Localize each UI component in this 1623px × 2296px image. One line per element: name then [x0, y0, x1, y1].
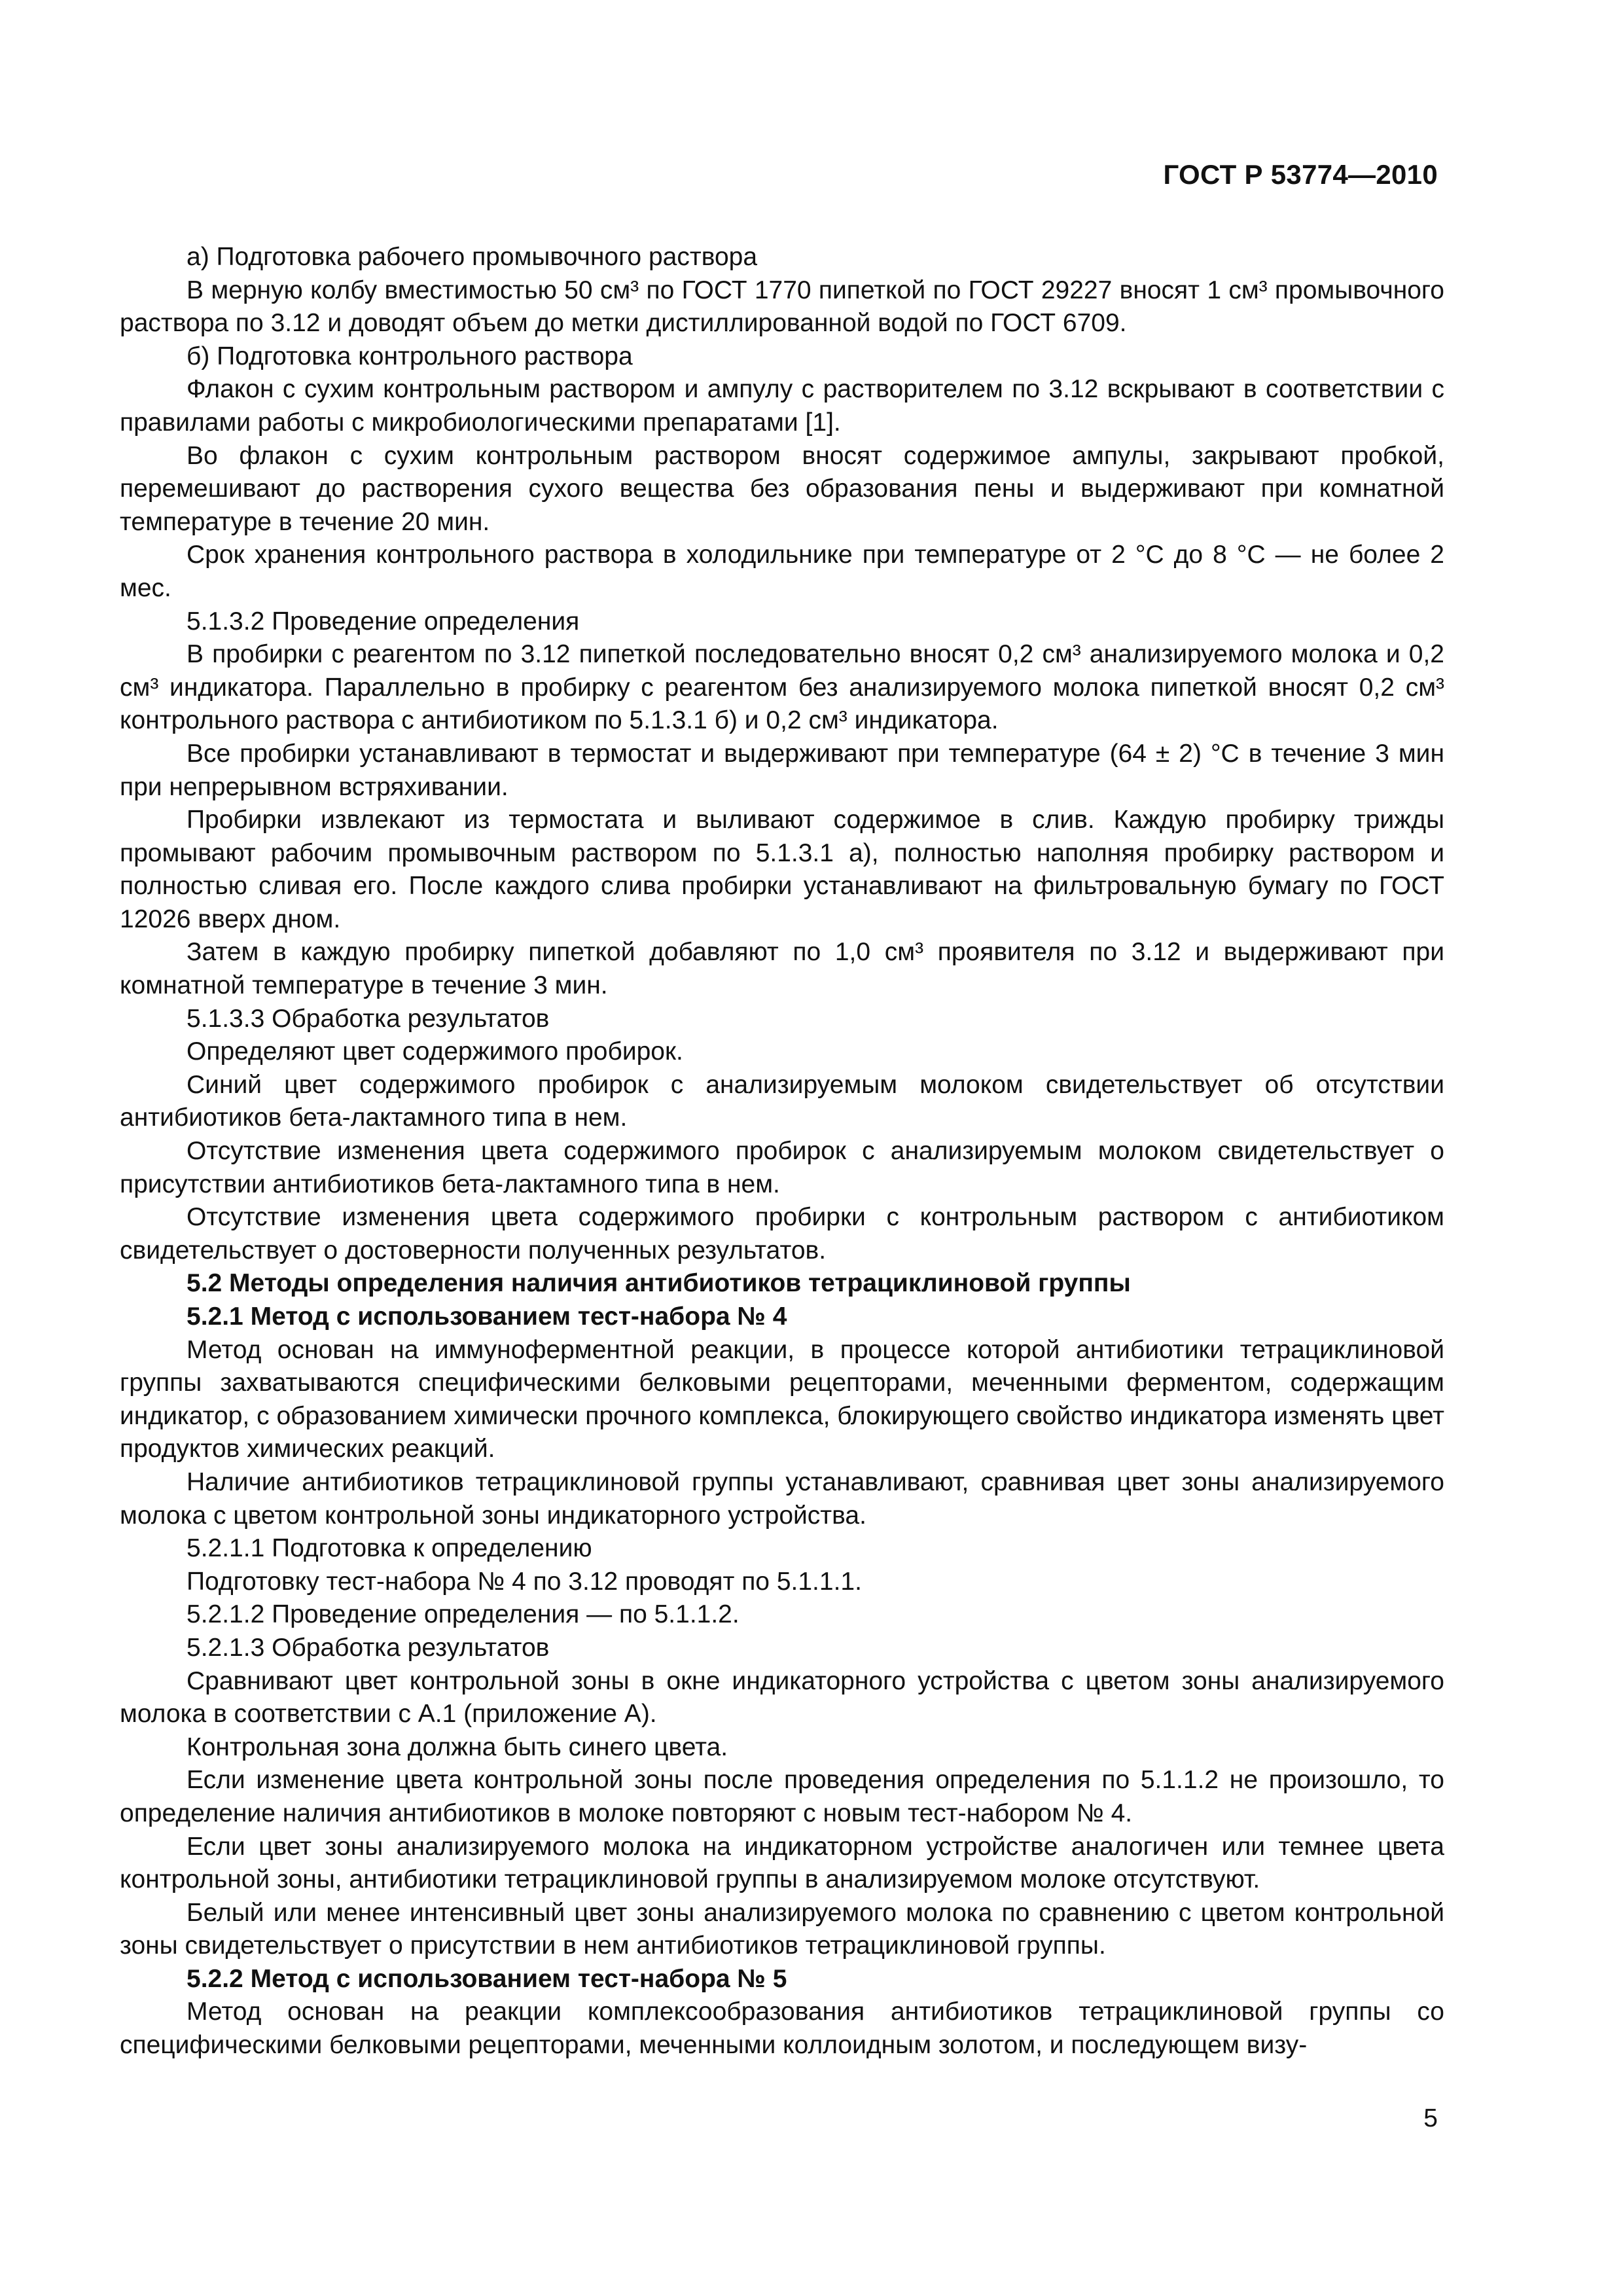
body-paragraph: Контрольная зона должна быть синего цвета.: [187, 1732, 728, 1761]
body-paragraph: Пробирки извлекают из термостата и выливают содержимое в слив. Каждую пробирку трижды промывают рабочим промывочным раствором по 5.1.3.1 а), полностью наполняя пробирку раствором и полностью сливая его. После каждого слива пробирки устанавливают на фильтровальную бумагу по ГОСТ 12026 вверх дном.: [120, 806, 1444, 933]
body-paragraph: Сравнивают цвет контрольной зоны в окне индикаторного устройства с цветом зоны анализируемого молока в соответствии с А.1 (приложение А).: [120, 1666, 1444, 1729]
body-paragraph: Определяют цвет содержимого пробирок.: [187, 1037, 683, 1066]
body-paragraph: Белый или менее интенсивный цвет зоны анализируемого молока по сравнению с цветом контрольной зоны свидетельствует о присутствии в нем антибиотиков тетрациклиновой группы.: [120, 1898, 1444, 1960]
body-paragraph: Синий цвет содержимого пробирок с анализируемым молоком свидетельствует об отсутствии антибиотиков бета-лактамного типа в нем.: [120, 1070, 1444, 1132]
body-paragraph: 5.2.1.1 Подготовка к определению: [187, 1534, 592, 1563]
body-paragraph: Подготовку тест-набора № 4 по 3.12 проводят по 5.1.1.1.: [187, 1567, 862, 1596]
body-paragraph: В мерную колбу вместимостью 50 см³ по ГОСТ 1770 пипеткой по ГОСТ 29227 вносят 1 см³ промывочного раствора по 3.12 и доводят объем до метки дистиллированной водой по ГОСТ 6709.: [120, 276, 1444, 338]
document-body: [120, 241, 1444, 2062]
body-paragraph: Если изменение цвета контрольной зоны после проведения определения по 5.1.1.2 не произошло, то определение наличия антибиотиков в молоке повторяют с новым тест-набором № 4.: [120, 1766, 1444, 1827]
body-paragraph: Отсутствие изменения цвета содержимого пробирок с анализируемым молоком свидетельствует о присутствии антибиотиков бета-лактамного типа в нем.: [120, 1137, 1444, 1198]
body-paragraph: 5.2.1.3 Обработка результатов: [187, 1633, 550, 1662]
body-paragraph: 5.2.1.2 Проведение определения — по 5.1.1.2.: [187, 1600, 740, 1629]
body-paragraph: Флакон с сухим контрольным раствором и ампулу с растворителем по 3.12 вскрывают в соответствии с правилами работы с микробиологическими препаратами [1].: [120, 375, 1444, 437]
body-paragraph: 5.1.3.3 Обработка результатов: [187, 1004, 550, 1033]
body-paragraph: Все пробирки устанавливают в термостат и выдерживают при температуре (64 ± 2) °С в течение 3 мин при непрерывном встряхивании.: [120, 739, 1444, 801]
body-paragraph: Срок хранения контрольного раствора в холодильнике при температуре от 2 °С до 8 °С — не более 2 мес.: [120, 541, 1444, 602]
section-heading: 5.2 Методы определения наличия антибиотиков тетрациклиновой группы: [187, 1269, 1131, 1298]
body-paragraph: Наличие антибиотиков тетрациклиновой группы устанавливают, сравнивая цвет зоны анализируемого молока с цветом контрольной зоны индикаторного устройства.: [120, 1467, 1444, 1530]
body-paragraph: Метод основан на реакции комплексообразования антибиотиков тетрациклиновой группы со специфическими белковыми рецепторами, меченными коллоидным золотом, и последующем визу-: [120, 1998, 1444, 2060]
section-heading: 5.2.2 Метод с использованием тест-набора № 5: [187, 1964, 787, 1993]
body-paragraph: Отсутствие изменения цвета содержимого пробирки с контрольным раствором с антибиотиком свидетельствует о достоверности полученных результатов.: [120, 1203, 1444, 1265]
body-paragraph: 5.1.3.2 Проведение определения: [187, 607, 580, 636]
body-paragraph: б) Подготовка контрольного раствора: [187, 342, 633, 370]
body-paragraph: Затем в каждую пробирку пипеткой добавляют по 1,0 см³ проявителя по 3.12 и выдерживают при комнатной температуре в течение 3 мин.: [120, 938, 1444, 1000]
body-paragraph: В пробирки с реагентом по 3.12 пипеткой последовательно вносят 0,2 см³ анализируемого молока и 0,2 см³ индикатора. Параллельно в пробирку с реагентом без анализируемого молока пипеткой вносят 0,2 см³ контрольного раствора с антибиотиком по 5.1.3.1 б) и 0,2 см³ индикатора.: [120, 640, 1444, 735]
body-paragraph: Если цвет зоны анализируемого молока на индикаторном устройстве аналогичен или темнее цвета контрольной зоны, антибиотики тетрациклиновой группы в анализируемом молоке отсутствуют.: [120, 1832, 1444, 1894]
page-number: 5: [1423, 2104, 1438, 2132]
document-code-header: ГОСТ Р 53774—2010: [1163, 159, 1438, 190]
body-paragraph: Метод основан на иммуноферментной реакции, в процессе которой антибиотики тетрациклиновой группы захватываются специфическими белковыми рецепторами, меченными ферментом, содержащим индикатор, с образованием химически прочного комплекса, блокирующего свойство индикатора изменять цвет продуктов химических реакций.: [120, 1335, 1444, 1463]
section-heading: 5.2.1 Метод с использованием тест-набора № 4: [187, 1302, 787, 1331]
body-paragraph: Во флакон с сухим контрольным раствором вносят содержимое ампулы, закрывают пробкой, перемешивают до растворения сухого вещества без образования пены и выдерживают при комнатной температуре в течение 20 мин.: [120, 441, 1444, 536]
body-paragraph: а) Подготовка рабочего промывочного раствора: [187, 243, 758, 271]
